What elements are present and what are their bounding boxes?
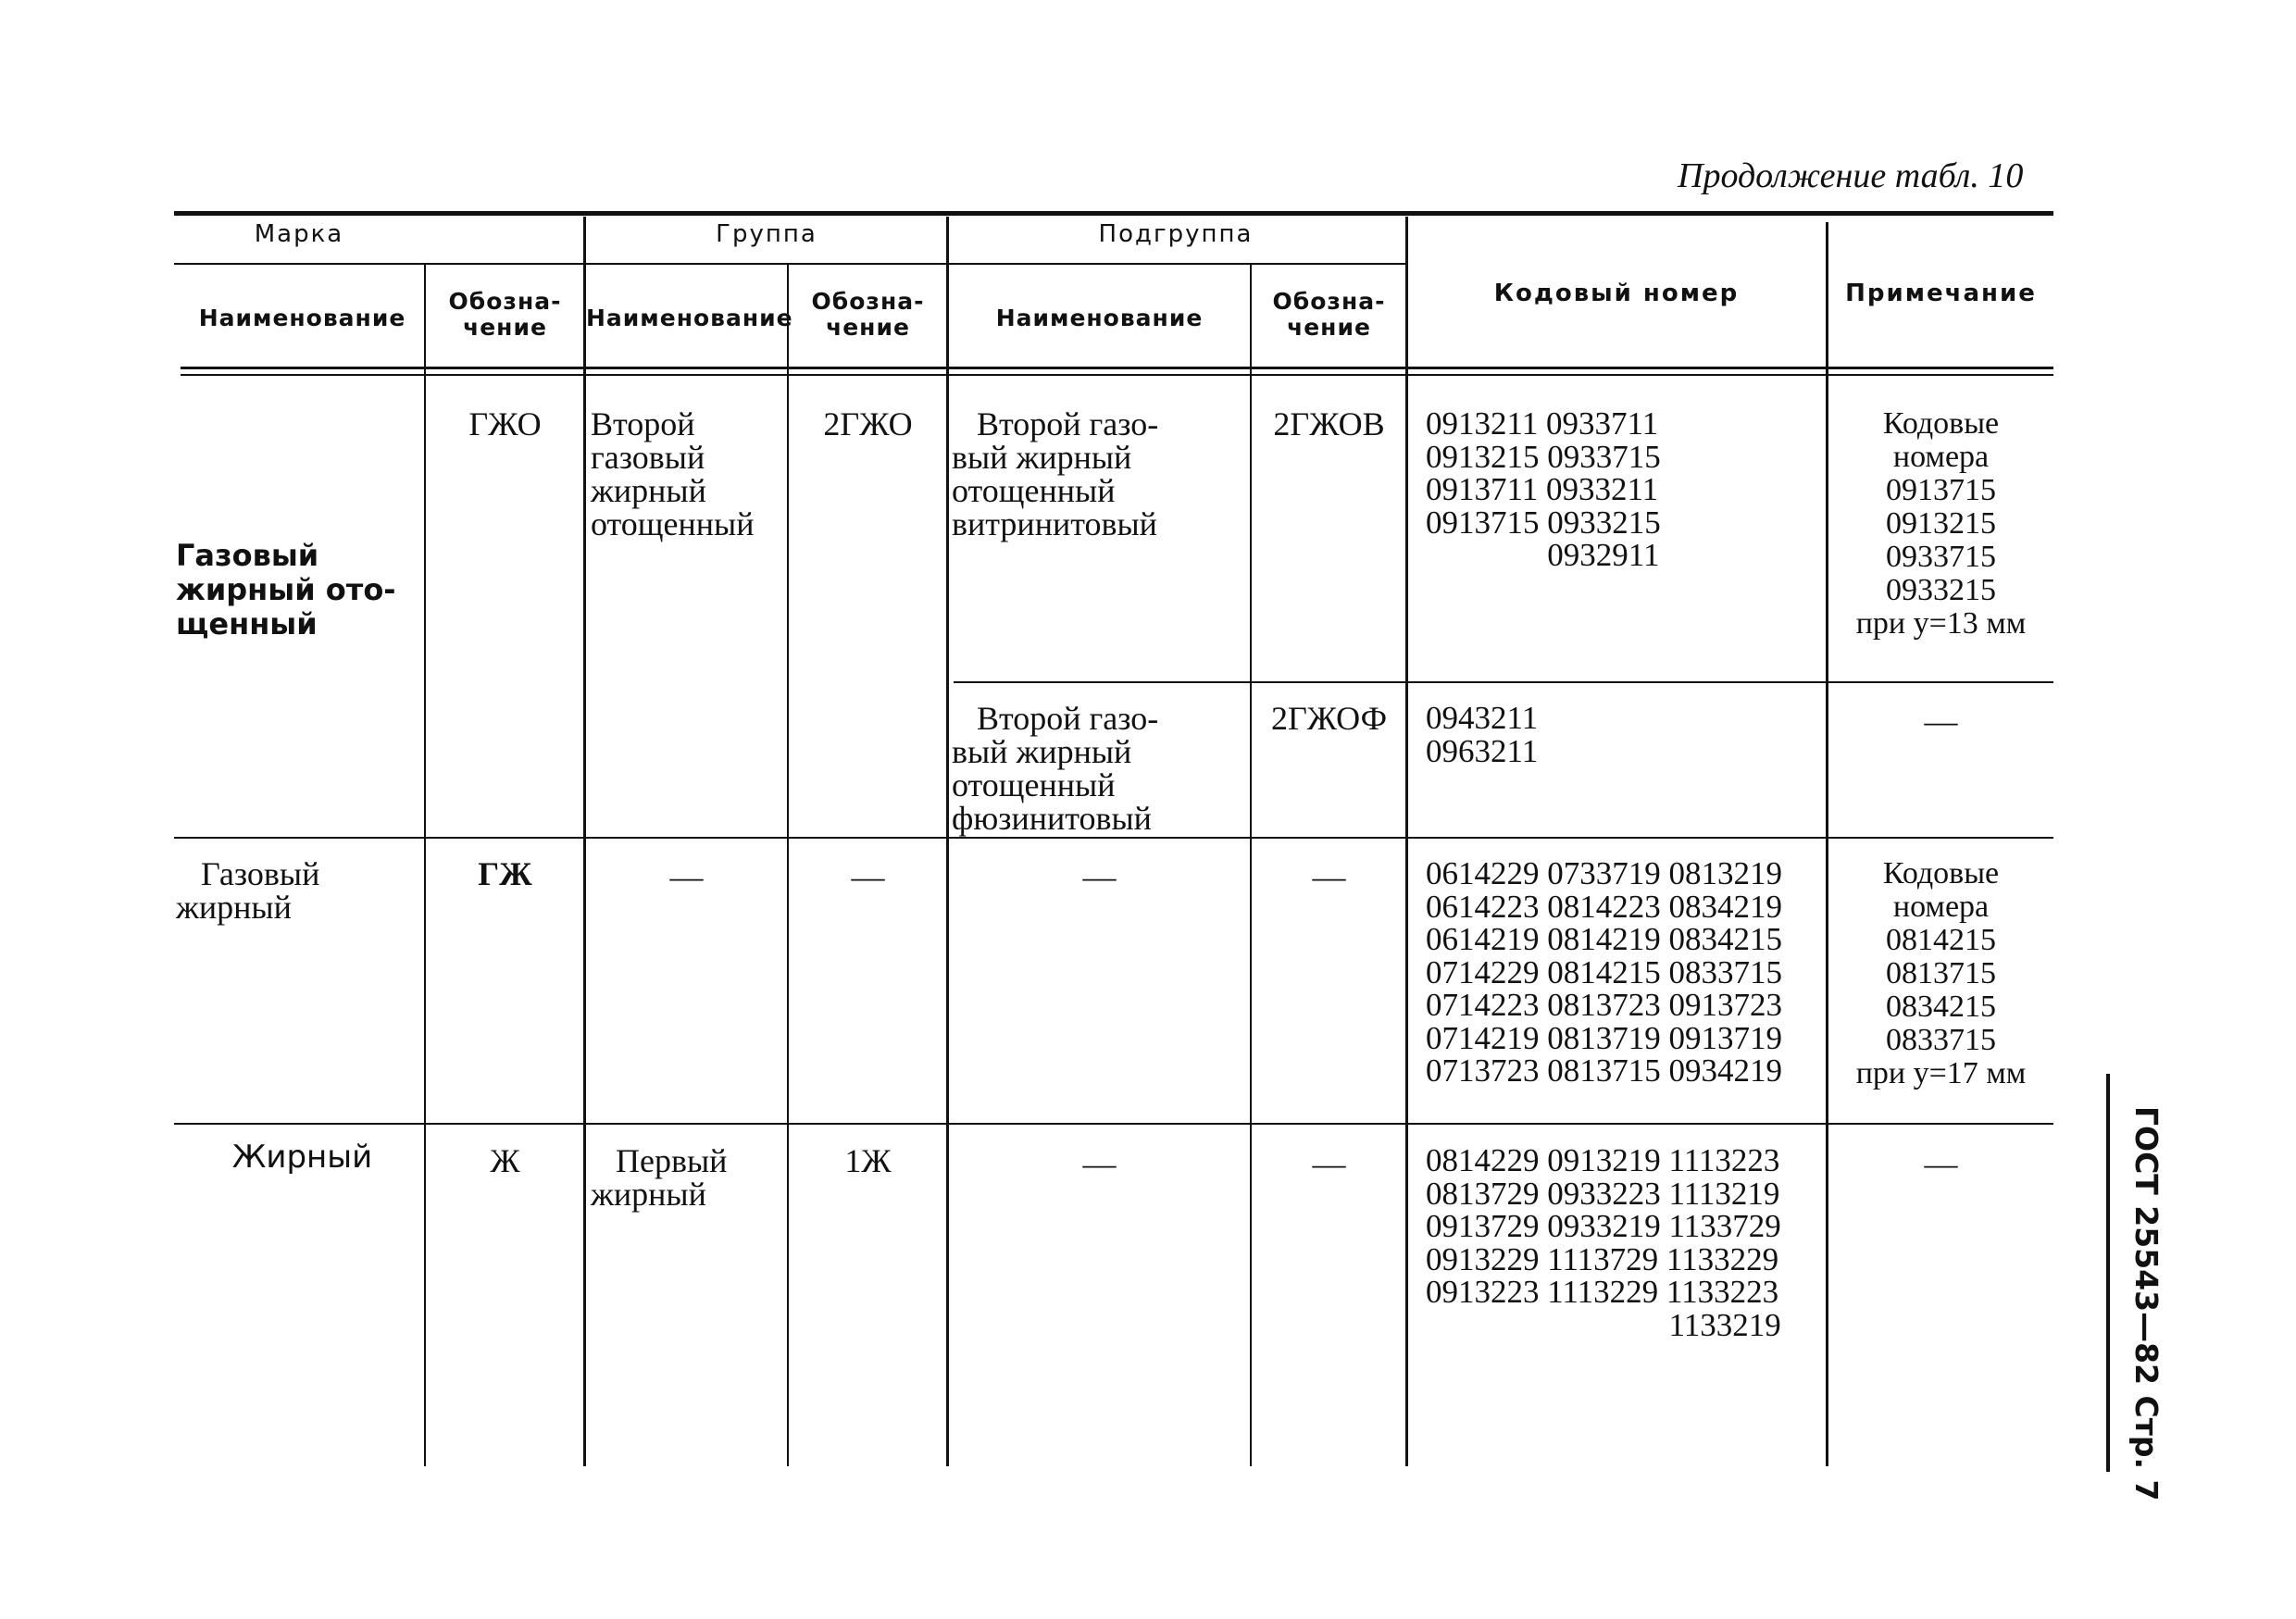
- row1-gruppa-name: Второй газовый жирный отощенный: [591, 405, 755, 542]
- row2-codes: 0614229 0733719 0813219 0614223 0814223 0834219 0614219 0814219 0834215 0714229 0814215 0833715 0714223 0813723 0913723 0714219 0813719 0913719 0713723 0813715 0934219: [1426, 855, 1782, 1089]
- row2-marka-code: ГЖ: [478, 855, 532, 892]
- row1-sub1-codes: 0913211 0933711 0913215 0933715 0913711 0933211 0913715 0933215 0932911: [1426, 405, 1661, 573]
- row3-marka-name: Жирный: [231, 1139, 373, 1176]
- row1-sub1-name: Второй газо- вый жирный отощенный витринитовый: [952, 405, 1159, 542]
- side-rule: [2106, 1074, 2110, 1472]
- row1-sub2-name: Второй газо- вый жирный отощенный фюзинитовый: [952, 700, 1159, 837]
- col-rule-5: [1250, 263, 1252, 1466]
- col-rule-3: [787, 263, 789, 1466]
- header-sub-rule: [174, 263, 1405, 265]
- row1-sub-rule: [954, 681, 2053, 683]
- row1-sub2-code: 2ГЖОФ: [1270, 700, 1388, 737]
- header-gruppa-code: Обозна- чение: [811, 288, 925, 341]
- row3-codes: 0814229 0913219 1113223 0813729 0933223 1113219 0913729 0933219 1133729 0913229 1113729 1133229 0913223 1113229 1133223 1133219: [1426, 1142, 1781, 1343]
- header-primechanie: Примечание: [1845, 280, 2037, 307]
- col-rule-6: [1405, 217, 1408, 1466]
- row2-gruppa-name: —: [669, 858, 704, 895]
- row3-marka-code: Ж: [490, 1142, 520, 1179]
- header-podgruppa-code: Обозна- чение: [1272, 288, 1386, 341]
- header-podgruppa-name: Наименование: [995, 305, 1204, 331]
- header-bottom-rule-1: [181, 367, 2053, 369]
- row1-sub2-codes: 0943211 0963211: [1426, 700, 1539, 769]
- header-marka-code: Обозна- чение: [448, 288, 562, 341]
- row1-sub1-note: Кодовые номера 0913715 0913215 0933715 0933215 при y=13 мм: [1855, 406, 2027, 641]
- row2-note: Кодовые номера 0814215 0813715 0834215 0833715 при y=17 мм: [1855, 856, 2027, 1090]
- col-rule-2: [583, 217, 586, 1466]
- header-bottom-rule-2: [181, 374, 2053, 376]
- row2-sub-name: —: [1082, 858, 1117, 895]
- row3-gruppa-name: Первый жирный: [591, 1142, 728, 1213]
- row1-marka-name: Газовый жирный ото- щенный: [176, 538, 396, 641]
- header-gruppa: Группа: [716, 220, 817, 248]
- col-rule-1: [424, 263, 426, 1466]
- header-kod: Кодовый номер: [1493, 280, 1740, 307]
- row2-sub-code: —: [1312, 858, 1346, 895]
- table-continuation-title: Продолжение табл. 10: [1678, 156, 2024, 195]
- header-podgruppa: Подгруппа: [1098, 220, 1254, 248]
- header-marka: Марка: [254, 220, 344, 248]
- table-top-rule: [174, 211, 2053, 216]
- row3-gruppa-code: 1Ж: [844, 1142, 892, 1179]
- row3-sub-code: —: [1312, 1145, 1346, 1182]
- row3-sub-name: —: [1082, 1145, 1117, 1182]
- gost-page-label: ГОСТ 25543—82 Стр. 7: [2128, 1106, 2165, 1501]
- row1-marka-code: ГЖО: [468, 405, 542, 442]
- col-rule-4: [946, 217, 949, 1466]
- row2-gruppa-code: —: [851, 858, 885, 895]
- row1-gruppa-code: 2ГЖО: [823, 405, 913, 442]
- row1-bottom-rule: [174, 837, 2053, 839]
- row1-sub2-note: —: [1924, 703, 1958, 740]
- row2-bottom-rule: [174, 1123, 2053, 1125]
- header-marka-name: Наименование: [198, 305, 406, 331]
- header-gruppa-name: Наименование: [586, 305, 793, 331]
- row2-marka-name: Газовый жирный: [176, 855, 320, 926]
- row1-sub1-code: 2ГЖОВ: [1273, 405, 1385, 442]
- row3-note: —: [1924, 1145, 1958, 1182]
